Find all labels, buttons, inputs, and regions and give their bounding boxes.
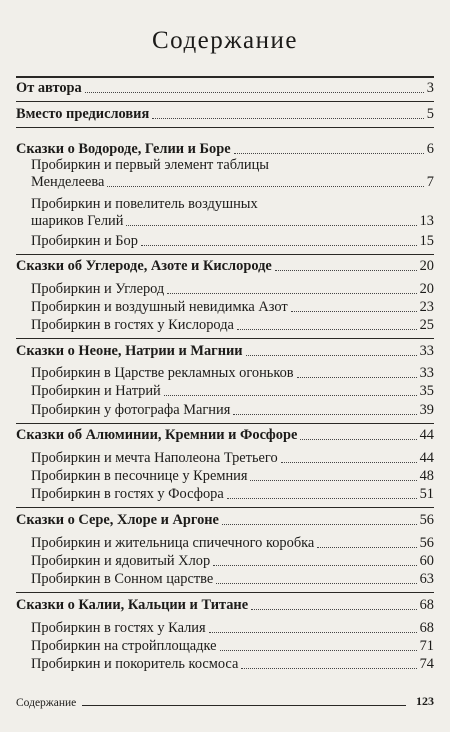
toc-entry-label: Пробиркин и покоритель космоса: [31, 656, 239, 672]
toc-section-5[interactable]: [0, 512, 450, 529]
footer-rule: [82, 705, 406, 706]
toc-page-number: 71: [419, 638, 434, 654]
toc-section-label: Сказки о Калии, Кальции и Титане: [16, 597, 249, 613]
toc-entry-label-line1: Пробиркин и повелитель воздушных: [31, 196, 258, 212]
dot-leader: [85, 92, 424, 93]
dot-leader: [234, 153, 424, 154]
toc-entry-label: Пробиркин в Царстве рекламных огоньков: [31, 365, 294, 381]
toc-entry[interactable]: [0, 299, 450, 316]
toc-page-number: 44: [419, 450, 434, 466]
toc-page-number: 68: [419, 597, 434, 613]
toc-entry-label: Пробиркин в гостях у Калия: [31, 620, 206, 636]
section-divider: [16, 592, 434, 593]
toc-entry-label: Пробиркин в Сонном царстве: [31, 571, 214, 587]
dot-leader: [300, 439, 416, 440]
toc-entry-label: Пробиркин и мечта Наполеона Третьего: [31, 450, 278, 466]
toc-entry-label-line2: Менделеева: [31, 174, 105, 190]
toc-section-label: Сказки об Углероде, Азоте и Кислороде: [16, 258, 272, 274]
dot-leader: [213, 565, 416, 566]
dot-leader: [237, 329, 417, 330]
toc-entry[interactable]: [0, 281, 450, 298]
toc-entry[interactable]: [0, 450, 450, 467]
dot-leader: [222, 524, 417, 525]
footer-page-number: 123: [416, 694, 434, 708]
toc-entry-label-line1: Пробиркин и первый элемент таблицы: [31, 157, 269, 173]
toc-page-number: 33: [419, 343, 434, 359]
dot-leader: [281, 462, 417, 463]
section-divider: [16, 101, 434, 102]
toc-page-number: 7: [426, 174, 434, 190]
toc-entry-author[interactable]: [0, 80, 450, 97]
toc-page-number: 3: [426, 80, 434, 96]
toc-page-number: 63: [419, 571, 434, 587]
toc-entry-label: Пробиркин и ядовитый Хлор: [31, 553, 211, 569]
toc-entry[interactable]: [0, 486, 450, 503]
dot-leader: [216, 583, 416, 584]
dot-leader: [250, 480, 416, 481]
dot-leader: [164, 395, 417, 396]
toc-section-1[interactable]: [0, 141, 450, 158]
toc-page-number: 15: [419, 233, 434, 249]
toc-section-label: Сказки об Алюминии, Кремнии и Фосфоре: [16, 427, 298, 443]
toc-section-label: Сказки о Водороде, Гелии и Боре: [16, 141, 231, 157]
toc-page-number: 20: [419, 281, 434, 297]
toc-page-number: 39: [419, 402, 434, 418]
toc-entry-label: Вместо предисловия: [16, 106, 150, 122]
toc-page-number: 20: [419, 258, 434, 274]
toc-section-6[interactable]: [0, 597, 450, 614]
dot-leader: [251, 609, 417, 610]
toc-section-label: Сказки о Сере, Хлоре и Аргоне: [16, 512, 219, 528]
section-divider: [16, 254, 434, 255]
footer-label: Содержание: [16, 697, 77, 709]
toc-entry-label: Пробиркин и жительница спичечного коробка: [31, 535, 315, 551]
toc-entry-preface[interactable]: [0, 106, 450, 123]
toc-page-number: 35: [419, 383, 434, 399]
toc-page-number: 48: [419, 468, 434, 484]
toc-entry[interactable]: [0, 571, 450, 588]
toc-entry[interactable]: [0, 157, 450, 191]
toc-entry-label: Пробиркин в гостях у Фосфора: [31, 486, 224, 502]
page-footer: [16, 694, 434, 709]
section-divider: [16, 127, 434, 128]
toc-section-3[interactable]: [0, 343, 450, 360]
section-divider: [16, 338, 434, 339]
dot-leader: [246, 355, 417, 356]
dot-leader: [275, 270, 417, 271]
toc-entry-label: Пробиркин и воздушный невидимка Азот: [31, 299, 288, 315]
toc-entry-label: От автора: [16, 80, 82, 96]
toc-entry-label: Пробиркин и Углерод: [31, 281, 165, 297]
toc-page-number: 44: [419, 427, 434, 443]
dot-leader: [167, 293, 416, 294]
toc-page-number: 51: [419, 486, 434, 502]
toc-entry[interactable]: [0, 196, 450, 230]
section-divider: [16, 423, 434, 424]
title-divider: [16, 76, 434, 78]
toc-entry[interactable]: [0, 383, 450, 400]
toc-entry[interactable]: [0, 233, 450, 250]
toc-entry[interactable]: [0, 553, 450, 570]
toc-section-label: Сказки о Неоне, Натрии и Магнии: [16, 343, 243, 359]
dot-leader: [297, 377, 417, 378]
toc-page-number: 74: [419, 656, 434, 672]
toc-entry-label: Пробиркин и Натрий: [31, 383, 161, 399]
dot-leader: [209, 632, 417, 633]
dot-leader: [152, 118, 424, 119]
dot-leader: [233, 414, 416, 415]
toc-entry[interactable]: [0, 402, 450, 419]
toc-page-number: 6: [426, 141, 434, 157]
toc-entry[interactable]: [0, 365, 450, 382]
toc-entry-label: Пробиркин на стройплощадке: [31, 638, 217, 654]
dot-leader: [107, 186, 423, 187]
toc-page-number: 23: [419, 299, 434, 315]
dot-leader: [126, 225, 416, 226]
toc-entry[interactable]: [0, 656, 450, 673]
dot-leader: [317, 547, 416, 548]
section-divider: [16, 507, 434, 508]
toc-entry[interactable]: [0, 468, 450, 485]
dot-leader: [227, 498, 417, 499]
toc-page-number: 56: [419, 535, 434, 551]
toc-entry-label-line2: шариков Гелий: [31, 213, 124, 229]
dot-leader: [220, 650, 417, 651]
toc-entry-label: Пробиркин в гостях у Кислорода: [31, 317, 234, 333]
dot-leader: [291, 311, 417, 312]
toc-page-number: 13: [419, 213, 434, 229]
toc-entry[interactable]: [0, 638, 450, 655]
toc-page-number: 68: [419, 620, 434, 636]
toc-page-number: 33: [419, 365, 434, 381]
toc-page-number: 56: [419, 512, 434, 528]
toc-entry-label: Пробиркин в песочнице у Кремния: [31, 468, 248, 484]
toc-page-number: 5: [426, 106, 434, 122]
toc-section-2[interactable]: [0, 258, 450, 275]
toc-entry-label: Пробиркин у фотографа Магния: [31, 402, 231, 418]
toc-section-4[interactable]: [0, 427, 450, 444]
toc-entry[interactable]: [0, 620, 450, 637]
toc-page-number: 60: [419, 553, 434, 569]
dot-leader: [141, 245, 417, 246]
toc-entry[interactable]: [0, 535, 450, 552]
toc-entry-label: Пробиркин и Бор: [31, 233, 138, 249]
page-title: Содержание: [152, 27, 298, 54]
dot-leader: [241, 668, 416, 669]
toc-entry[interactable]: [0, 317, 450, 334]
toc-page-number: 25: [419, 317, 434, 333]
